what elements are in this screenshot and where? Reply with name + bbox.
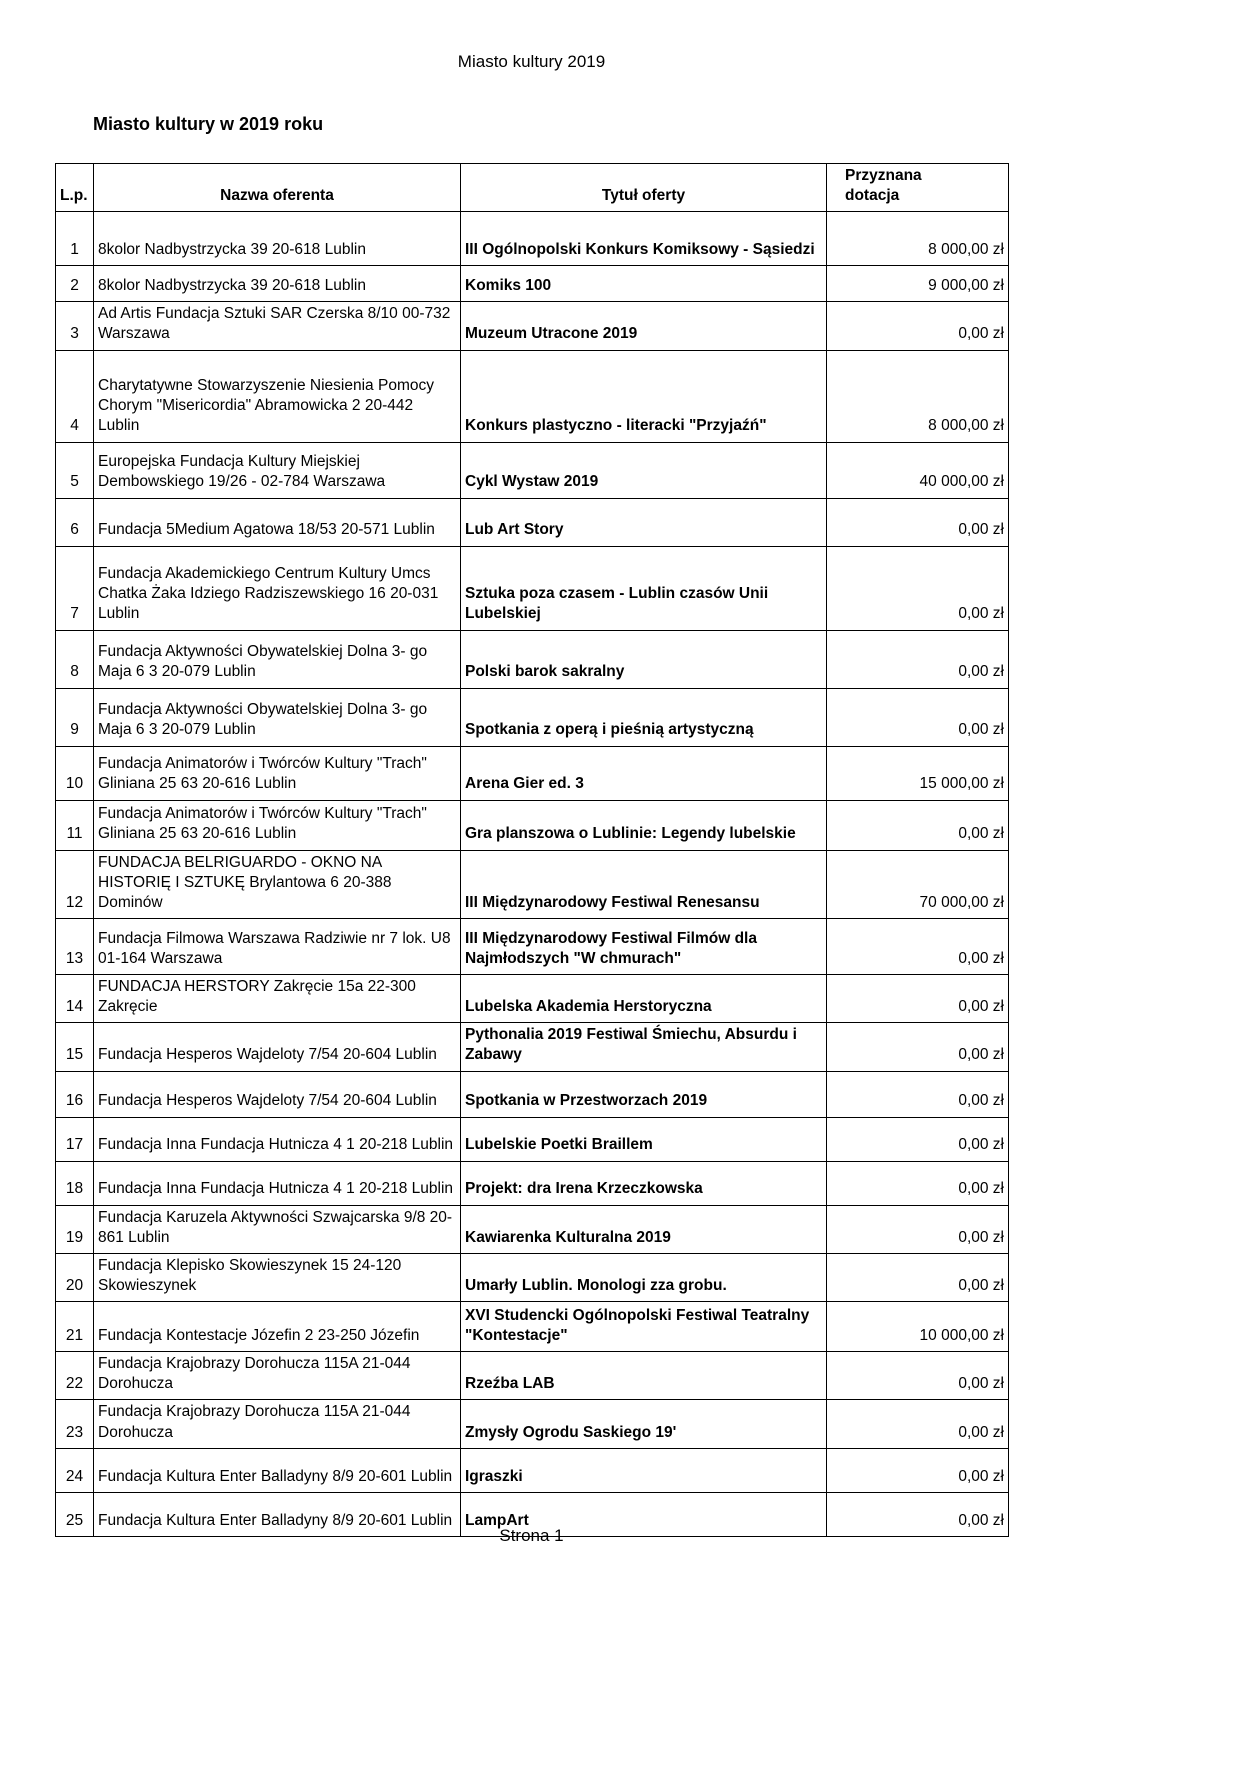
- grant-cell: 0,00 zł: [827, 1492, 1009, 1536]
- grant-cell: 0,00 zł: [827, 1205, 1009, 1253]
- offer-cell: Gra planszowa o Lublinie: Legendy lubelskie: [461, 800, 827, 850]
- grants-table-header: [56, 164, 1009, 212]
- page-header: Miasto kultury 2019: [457, 52, 606, 71]
- grant-cell: 8 000,00 zł: [827, 212, 1009, 266]
- grant-cell: 0,00 zł: [827, 546, 1009, 630]
- grant-cell: 70 000,00 zł: [827, 850, 1009, 918]
- name-cell: Fundacja Hesperos Wajdeloty 7/54 20-604 Lublin: [94, 1071, 461, 1117]
- offer-cell: Lubelskie Poetki Braillem: [461, 1117, 827, 1161]
- name-cell: Fundacja Akademickiego Centrum Kultury Umcs Chatka Żaka Idziego Radziszewskiego 16 20-031 Lublin: [94, 546, 461, 630]
- lp-cell: 24: [56, 1448, 94, 1492]
- grant-cell: 15 000,00 zł: [827, 746, 1009, 800]
- column-header-lp: L.p.: [56, 164, 94, 212]
- lp-cell: 9: [56, 688, 94, 746]
- name-cell: Fundacja Kultura Enter Balladyny 8/9 20-601 Lublin: [94, 1492, 461, 1536]
- lp-cell: 21: [56, 1302, 94, 1352]
- name-cell: Ad Artis Fundacja Sztuki SAR Czerska 8/10 00-732 Warszawa: [94, 302, 461, 350]
- grant-cell: 0,00 zł: [827, 918, 1009, 974]
- name-cell: Fundacja Hesperos Wajdeloty 7/54 20-604 Lublin: [94, 1023, 461, 1071]
- name-cell: Europejska Fundacja Kultury Miejskiej Dembowskiego 19/26 - 02-784 Warszawa: [94, 442, 461, 498]
- offer-cell: III Ogólnopolski Konkurs Komiksowy - Sąsiedzi: [461, 212, 827, 266]
- grant-cell: 0,00 zł: [827, 688, 1009, 746]
- grant-cell: 0,00 zł: [827, 974, 1009, 1022]
- table-row: [56, 1117, 1009, 1161]
- table-row: [56, 1205, 1009, 1253]
- name-cell: Fundacja Filmowa Warszawa Radziwie nr 7 lok. U8 01-164 Warszawa: [94, 918, 461, 974]
- lp-cell: 18: [56, 1161, 94, 1205]
- name-cell: 8kolor Nadbystrzycka 39 20-618 Lublin: [94, 266, 461, 302]
- header-row: [56, 164, 1009, 212]
- grant-cell: 40 000,00 zł: [827, 442, 1009, 498]
- name-cell: 8kolor Nadbystrzycka 39 20-618 Lublin: [94, 212, 461, 266]
- document-title: Miasto kultury w 2019 roku: [93, 114, 324, 134]
- lp-cell: 14: [56, 974, 94, 1022]
- grants-table-body: [56, 212, 1009, 1536]
- offer-cell: III Międzynarodowy Festiwal Filmów dla Najmłodszych "W chmurach": [461, 918, 827, 974]
- offer-cell: Muzeum Utracone 2019: [461, 302, 827, 350]
- lp-cell: 5: [56, 442, 94, 498]
- offer-cell: Spotkania w Przestworzach 2019: [461, 1071, 827, 1117]
- table-row: [56, 498, 1009, 546]
- name-cell: Fundacja Kultura Enter Balladyny 8/9 20-601 Lublin: [94, 1448, 461, 1492]
- grant-cell: 0,00 zł: [827, 1352, 1009, 1400]
- offer-cell: Pythonalia 2019 Festiwal Śmiechu, Absurdu i Zabawy: [461, 1023, 827, 1071]
- name-cell: FUNDACJA HERSTORY Zakręcie 15a 22-300 Zakręcie: [94, 974, 461, 1022]
- lp-cell: 11: [56, 800, 94, 850]
- name-cell: Fundacja Inna Fundacja Hutnicza 4 1 20-218 Lublin: [94, 1161, 461, 1205]
- offer-cell: Projekt: dra Irena Krzeczkowska: [461, 1161, 827, 1205]
- column-header-grant: [827, 164, 1009, 212]
- grant-cell: 0,00 zł: [827, 1023, 1009, 1071]
- grant-cell: 0,00 zł: [827, 302, 1009, 350]
- table-row: [56, 350, 1009, 442]
- lp-cell: 2: [56, 266, 94, 302]
- lp-cell: 12: [56, 850, 94, 918]
- table-row: [56, 442, 1009, 498]
- lp-cell: 3: [56, 302, 94, 350]
- offer-cell: Polski barok sakralny: [461, 630, 827, 688]
- offer-cell: Lubelska Akademia Herstoryczna: [461, 974, 827, 1022]
- name-cell: Fundacja Karuzela Aktywności Szwajcarska 9/8 20-861 Lublin: [94, 1205, 461, 1253]
- lp-cell: 4: [56, 350, 94, 442]
- column-header-offer: Tytuł oferty: [461, 164, 827, 212]
- table-row: [56, 918, 1009, 974]
- name-cell: Fundacja Krajobrazy Dorohucza 115A 21-044 Dorohucza: [94, 1352, 461, 1400]
- offer-cell: Umarły Lublin. Monologi zza grobu.: [461, 1253, 827, 1301]
- offer-cell: Spotkania z operą i pieśnią artystyczną: [461, 688, 827, 746]
- table-row: [56, 850, 1009, 918]
- grant-cell: 8 000,00 zł: [827, 350, 1009, 442]
- grant-cell: 0,00 zł: [827, 498, 1009, 546]
- offer-cell: III Międzynarodowy Festiwal Renesansu: [461, 850, 827, 918]
- offer-cell: Kawiarenka Kulturalna 2019: [461, 1205, 827, 1253]
- table-row: [56, 688, 1009, 746]
- lp-cell: 1: [56, 212, 94, 266]
- name-cell: Fundacja Aktywności Obywatelskiej Dolna 3- go Maja 6 3 20-079 Lublin: [94, 688, 461, 746]
- lp-cell: 10: [56, 746, 94, 800]
- grant-cell: 0,00 zł: [827, 1253, 1009, 1301]
- name-cell: FUNDACJA BELRIGUARDO - OKNO NA HISTORIĘ I SZTUKĘ Brylantowa 6 20-388 Dominów: [94, 850, 461, 918]
- name-cell: Fundacja Animatorów i Twórców Kultury "Trach" Gliniana 25 63 20-616 Lublin: [94, 800, 461, 850]
- table-row: [56, 1400, 1009, 1448]
- table-row: [56, 1253, 1009, 1301]
- name-cell: Fundacja 5Medium Agatowa 18/53 20-571 Lublin: [94, 498, 461, 546]
- offer-cell: Rzeźba LAB: [461, 1352, 827, 1400]
- name-cell: Fundacja Inna Fundacja Hutnicza 4 1 20-218 Lublin: [94, 1117, 461, 1161]
- table-row: [56, 302, 1009, 350]
- lp-cell: 7: [56, 546, 94, 630]
- offer-cell: Cykl Wystaw 2019: [461, 442, 827, 498]
- lp-cell: 15: [56, 1023, 94, 1071]
- offer-cell: Konkurs plastyczno - literacki "Przyjaźń": [461, 350, 827, 442]
- name-cell: Charytatywne Stowarzyszenie Niesienia Pomocy Chorym "Misericordia" Abramowicka 2 20-442 Lublin: [94, 350, 461, 442]
- name-cell: Fundacja Klepisko Skowieszynek 15 24-120 Skowieszynek: [94, 1253, 461, 1301]
- page-content: [55, 0, 1008, 1537]
- grant-cell: 0,00 zł: [827, 630, 1009, 688]
- lp-cell: 19: [56, 1205, 94, 1253]
- grants-table: [55, 163, 1009, 1537]
- table-row: [56, 546, 1009, 630]
- grant-cell: 0,00 zł: [827, 1071, 1009, 1117]
- table-row: [56, 974, 1009, 1022]
- grant-cell: 10 000,00 zł: [827, 1302, 1009, 1352]
- column-header-name: Nazwa oferenta: [94, 164, 461, 212]
- lp-cell: 17: [56, 1117, 94, 1161]
- grant-cell: 0,00 zł: [827, 1117, 1009, 1161]
- offer-cell: Zmysły Ogrodu Saskiego 19': [461, 1400, 827, 1448]
- grant-cell: 0,00 zł: [827, 1400, 1009, 1448]
- table-row: [56, 266, 1009, 302]
- table-row: [56, 1302, 1009, 1352]
- table-row: [56, 1071, 1009, 1117]
- lp-cell: 16: [56, 1071, 94, 1117]
- lp-cell: 6: [56, 498, 94, 546]
- offer-cell: Lub Art Story: [461, 498, 827, 546]
- page-footer: Strona 1: [499, 1526, 564, 1545]
- grant-cell: 9 000,00 zł: [827, 266, 1009, 302]
- table-row: [56, 1352, 1009, 1400]
- grant-cell: 0,00 zł: [827, 1448, 1009, 1492]
- name-cell: Fundacja Animatorów i Twórców Kultury "Trach" Gliniana 25 63 20-616 Lublin: [94, 746, 461, 800]
- column-header-grant-label: Przyznana dotacja: [845, 167, 922, 205]
- grant-cell: 0,00 zł: [827, 800, 1009, 850]
- lp-cell: 22: [56, 1352, 94, 1400]
- offer-cell: Arena Gier ed. 3: [461, 746, 827, 800]
- table-row: [56, 1448, 1009, 1492]
- offer-cell: Sztuka poza czasem - Lublin czasów Unii Lubelskiej: [461, 546, 827, 630]
- name-cell: Fundacja Aktywności Obywatelskiej Dolna 3- go Maja 6 3 20-079 Lublin: [94, 630, 461, 688]
- lp-cell: 13: [56, 918, 94, 974]
- table-row: [56, 746, 1009, 800]
- lp-cell: 20: [56, 1253, 94, 1301]
- name-cell: Fundacja Kontestacje Józefin 2 23-250 Józefin: [94, 1302, 461, 1352]
- offer-cell: LampArt: [461, 1492, 827, 1536]
- lp-cell: 23: [56, 1400, 94, 1448]
- offer-cell: XVI Studencki Ogólnopolski Festiwal Teatralny "Kontestacje": [461, 1302, 827, 1352]
- lp-cell: 25: [56, 1492, 94, 1536]
- table-row: [56, 212, 1009, 266]
- table-row: [56, 1023, 1009, 1071]
- table-row: [56, 630, 1009, 688]
- name-cell: Fundacja Krajobrazy Dorohucza 115A 21-044 Dorohucza: [94, 1400, 461, 1448]
- offer-cell: Komiks 100: [461, 266, 827, 302]
- offer-cell: Igraszki: [461, 1448, 827, 1492]
- table-row: [56, 800, 1009, 850]
- lp-cell: 8: [56, 630, 94, 688]
- grant-cell: 0,00 zł: [827, 1161, 1009, 1205]
- table-row: [56, 1161, 1009, 1205]
